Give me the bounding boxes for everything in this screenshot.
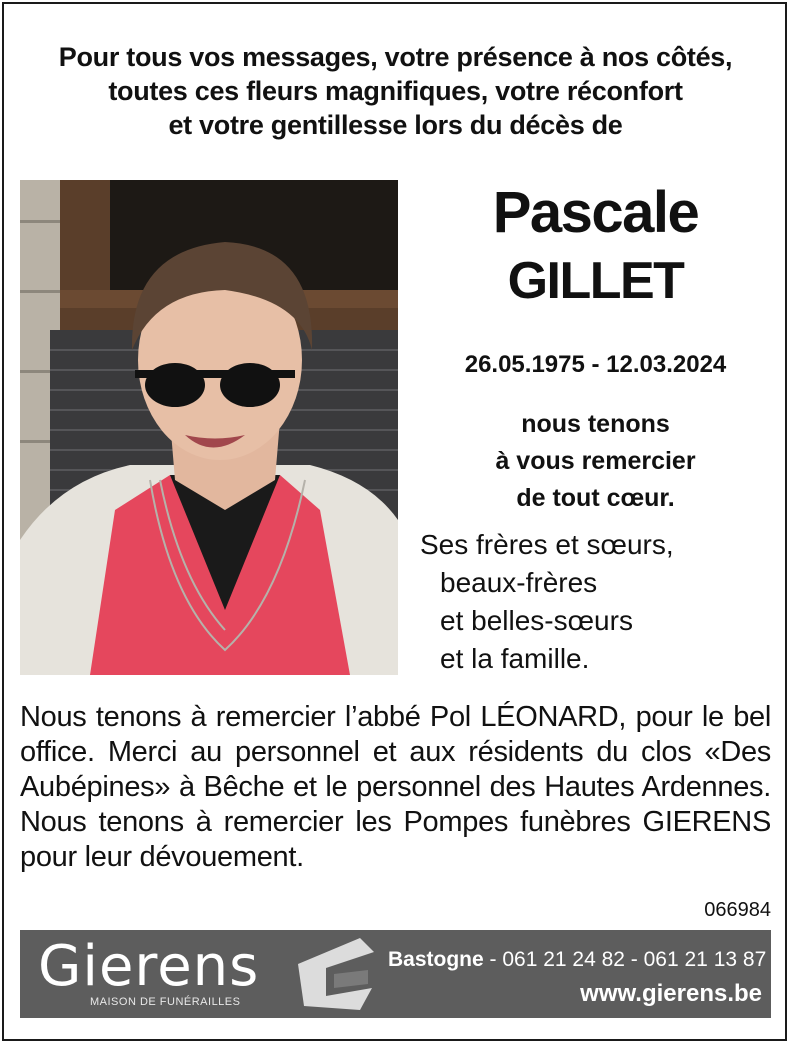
thanks-line-3: de tout cœur. [516, 484, 675, 512]
reference-number: 066984 [704, 899, 771, 921]
family-signature [420, 526, 780, 678]
family-line-1: Ses frères et sœurs, [420, 529, 674, 560]
header-line-1: Pour tous vos messages, votre présence à nos côtés, [58, 42, 733, 72]
family-line-2: beaux-frères [440, 567, 598, 598]
acknowledgement-paragraph: Nous tenons à remercier l’abbé Pol LÉONARD, pour le bel office. Merci au personnel et aux résidents du clos «Des Aubépines» à Bêche et le personnel des Hautes Ardennes. Nous tenons à remercier les Pompes funèbres GIERENS pour leur dévouement. [20, 701, 771, 873]
family-line-4: et la famille. [440, 643, 590, 674]
family-line-3: et belles-sœurs [440, 605, 633, 636]
deceased-last-name: GILLET [507, 252, 684, 310]
thanks-line-2: à vous remercier [495, 447, 696, 475]
gierens-logo-icon [290, 934, 382, 1014]
life-dates: 26.05.1975 - 12.03.2024 [464, 351, 727, 378]
header-line-2: toutes ces fleurs magnifiques, votre réconfort [108, 76, 683, 106]
portrait-photo [20, 180, 398, 675]
gierens-logo-subtitle: MAISON DE FUNÉRAILLES [90, 996, 241, 1008]
contact-line [388, 946, 767, 974]
header-text [20, 40, 771, 142]
website-link[interactable]: www.gierens.be [580, 980, 762, 1007]
gierens-logo-text: Gierens [38, 934, 260, 999]
thanks-line-1: nous tenons [521, 410, 670, 438]
deceased-first-name: Pascale [492, 180, 699, 245]
header-line-3: et votre gentillesse lors du décès de [168, 110, 623, 140]
funeral-home-banner [20, 930, 771, 1018]
city-name: Bastogne [388, 948, 484, 971]
phone-numbers: - 061 21 24 82 - 061 21 13 87 [483, 948, 767, 971]
thanks-text [420, 406, 771, 517]
